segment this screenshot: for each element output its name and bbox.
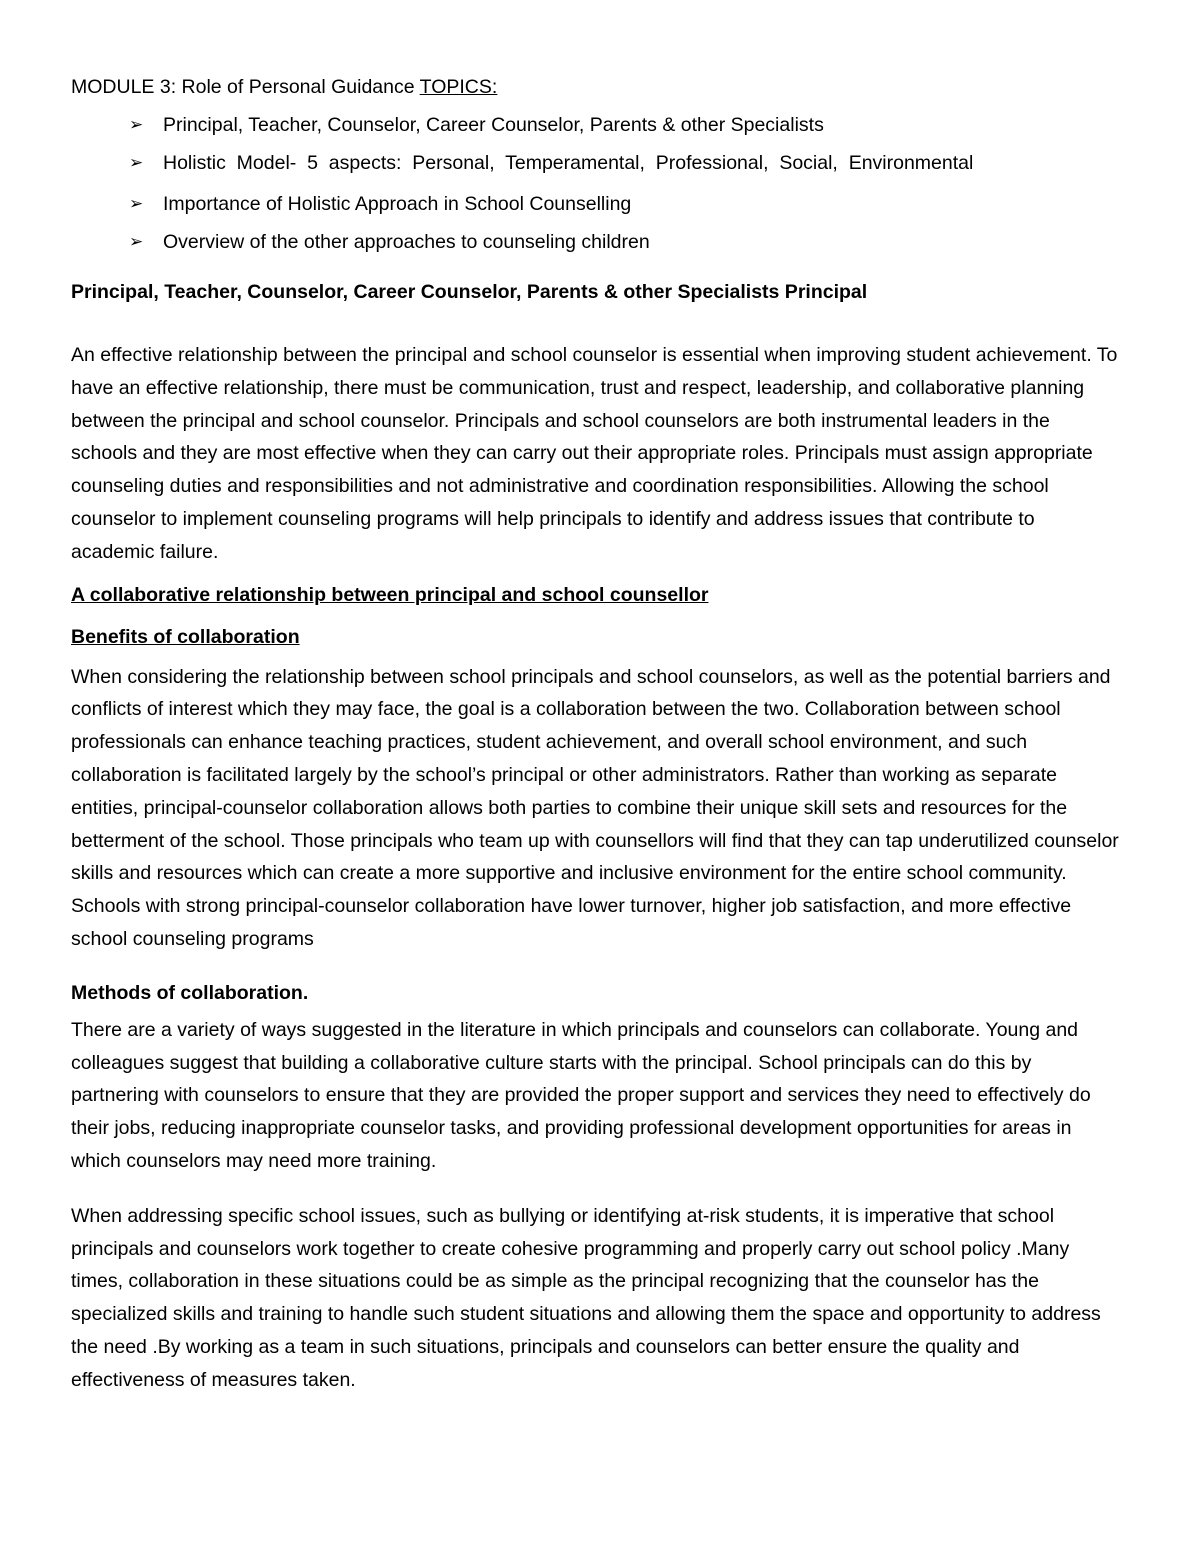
methods-paragraph-1: There are a variety of ways suggested in the literature in which principals and counselors can collaborate. Young and colleagues suggest that building a collaborative culture starts with the principal. School principals can do this by partnering with counselors to ensure that they are provided the proper support and services they need to effectively do their jobs, reducing inappropriate counselor tasks, and providing professional development opportunities for areas in which counselors may need more training. [71,1018,1091,1172]
topic-text: Holistic Model- 5 aspects: Personal, Temperamental, Professional, Social, Environmental [163,152,974,174]
arrow-bullet-icon: ➢ [129,115,144,135]
topic-item [129,112,1121,138]
topic-text: Importance of Holistic Approach in School Counselling [163,193,632,215]
section-heading-principal: Principal, Teacher, Counselor, Career Counselor, Parents & other Specialists Principal [71,281,868,303]
document-page [71,70,1121,1397]
benefits-heading: Benefits of collaboration [71,625,300,648]
arrow-bullet-icon: ➢ [129,232,144,252]
methods-paragraph-2: When addressing specific school issues, such as bullying or identifying at-risk students, it is imperative that school principals and counselors work together to create cohesive programming and properly carry out school policy .Many times, collaboration in these situations could be as simple as the principal recognizing that the counselor has the specialized skills and training to handle such student situations and allowing them the space and opportunity to address the need .By working as a team in such situations, principals and counselors can better ensure the quality and effectiveness of measures taken. [71,1204,1101,1391]
module-title-topics: TOPICS: [419,76,498,98]
module-title-prefix: MODULE 3: Role of Personal Guidance [71,76,420,98]
topic-item [129,150,1121,176]
topics-list [71,112,1121,255]
topic-item [129,191,1121,217]
principal-paragraph: An effective relationship between the principal and school counselor is essential when improving student achievement. To have an effective relationship, there must be communication, trust and respect, leadership, and collaborative planning between the principal and school counselor. Principals and school counselors are both instrumental leaders in the schools and they are most effective when they can carry out their appropriate roles. Principals must assign appropriate counseling duties and responsibilities and not administrative and coordination responsibilities. Allowing the school counselor to implement counseling programs will help principals to identify and address issues that contribute to academic failure. [71,344,1118,563]
module-title [71,70,1121,104]
topic-item [129,229,1121,255]
topic-text: Principal, Teacher, Counselor, Career Counselor, Parents & other Specialists [163,114,824,136]
collaborative-relationship-heading: A collaborative relationship between principal and school counsellor [71,583,709,606]
topic-text: Overview of the other approaches to counseling children [163,231,650,253]
arrow-bullet-icon: ➢ [129,194,144,214]
methods-heading: Methods of collaboration. [71,981,309,1004]
benefits-paragraph: When considering the relationship between school principals and school counselors, as well as the potential barriers and conflicts of interest which they may face, the goal is a collaboration between the two. Collaboration between school professionals can enhance teaching practices, student achievement, and overall school environment, and such collaboration is facilitated largely by the school’s principal or other administrators. Rather than working as separate entities, principal-counselor collaboration allows both parties to combine their unique skill sets and resources for the betterment of the school. Those principals who team up with counsellors will find that they can tap underutilized counselor skills and resources which can create a more supportive and inclusive environment for the entire school community. Schools with strong principal-counselor collaboration have lower turnover, higher job satisfaction, and more effective school counseling programs [71,665,1119,950]
arrow-bullet-icon: ➢ [129,153,144,173]
